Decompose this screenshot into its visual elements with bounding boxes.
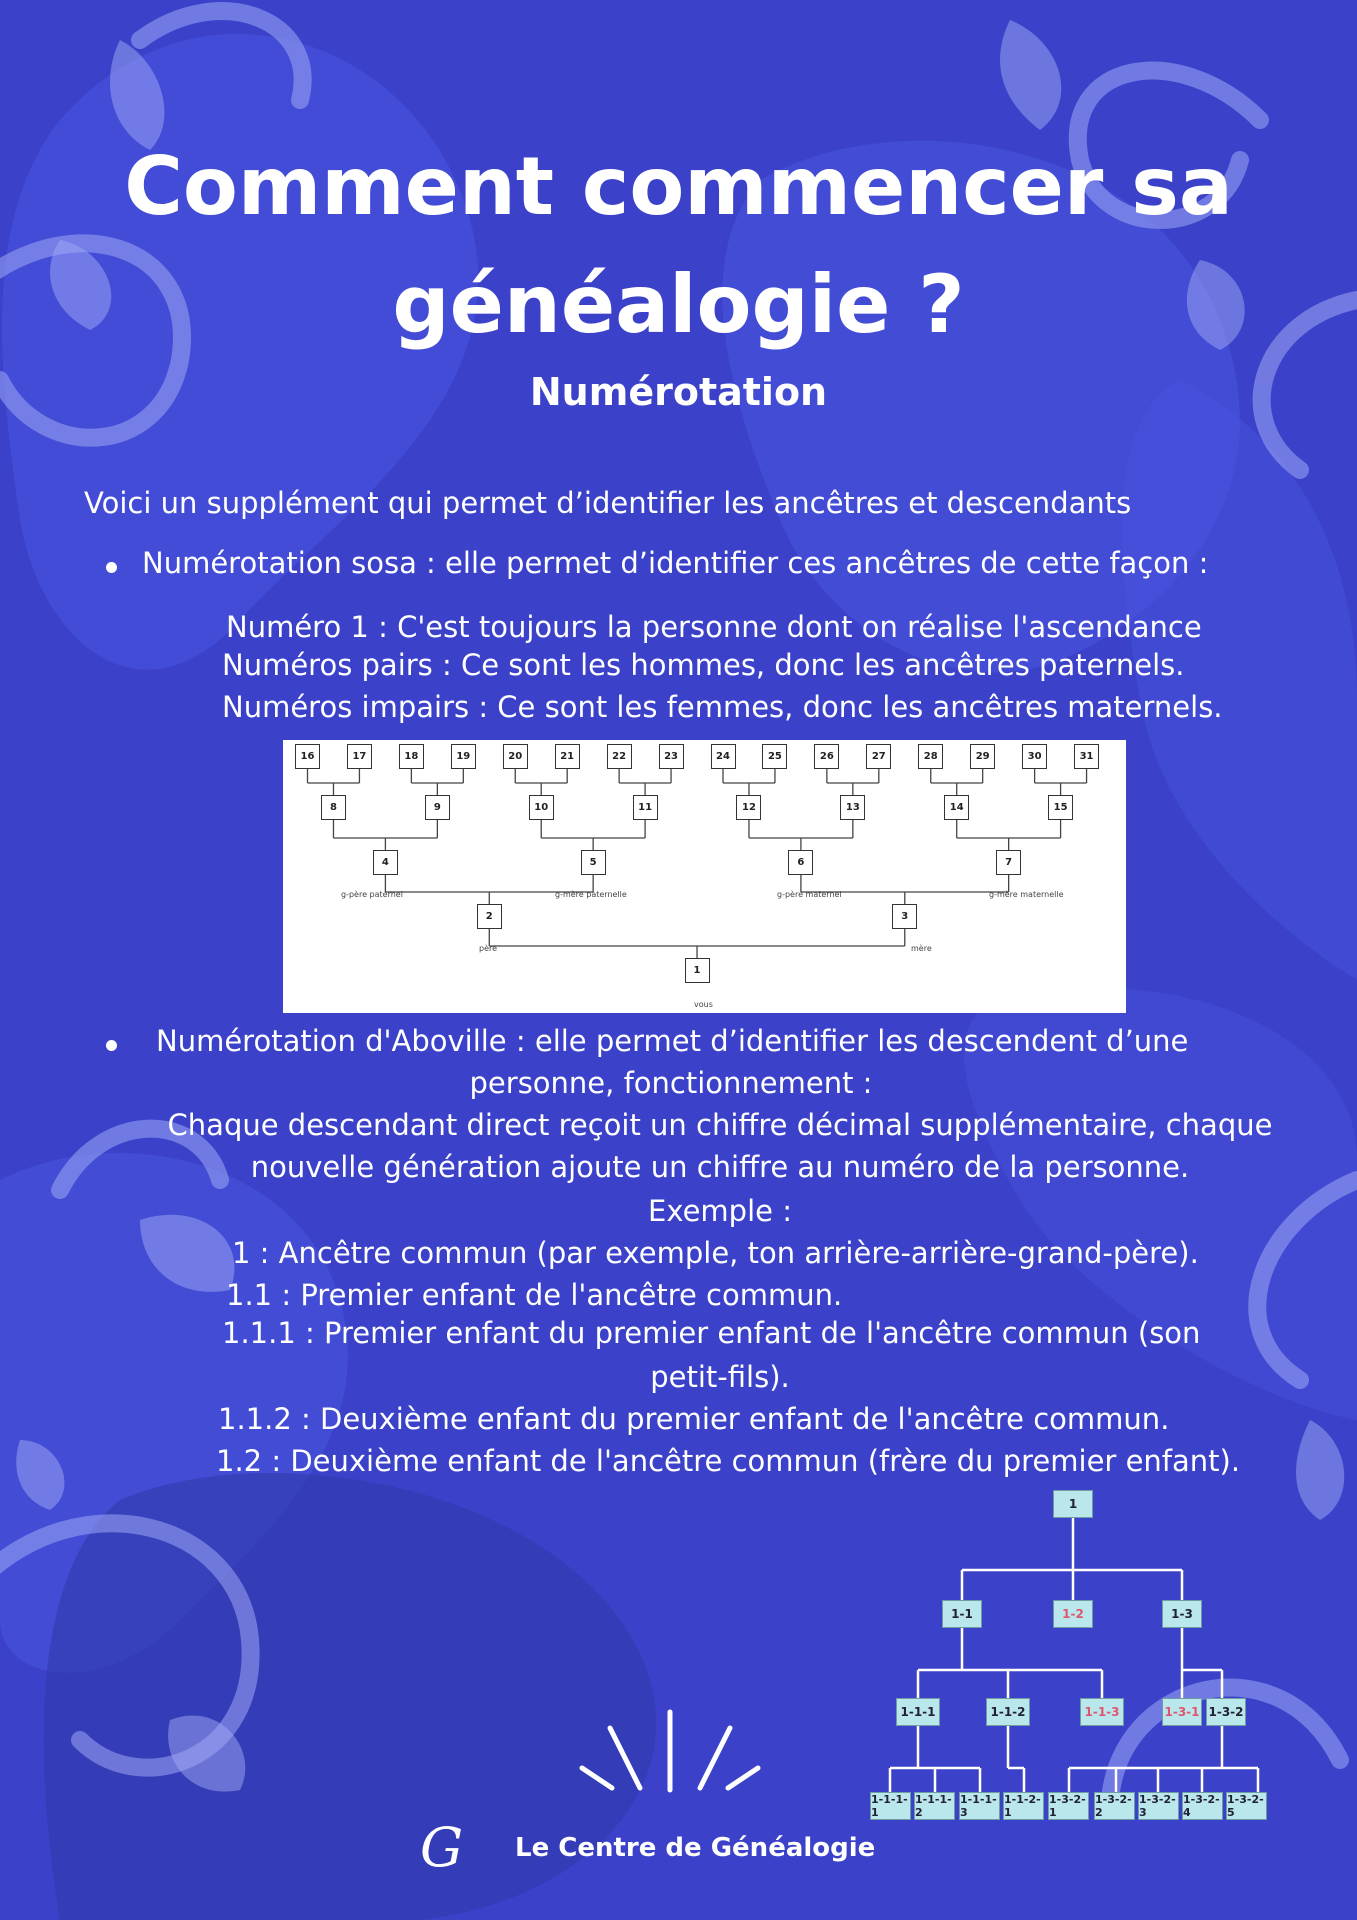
aboville-example-2: 1.1 : Premier enfant de l'ancêtre commun.	[226, 1278, 843, 1312]
sosa-box-9: 9	[425, 795, 450, 820]
tree-node-1-1: 1-1	[942, 1600, 982, 1628]
tree-node-1-1-2: 1-1-2	[986, 1698, 1030, 1726]
sosa-line-1: Numéro 1 : C'est toujours la personne dont on réalise l'ascendance	[226, 610, 1202, 644]
sosa-box-27: 27	[866, 744, 891, 769]
tree-node-1-3-2-3: 1-3-2-3	[1138, 1792, 1179, 1820]
aboville-example-label: Exemple :	[648, 1194, 792, 1228]
sosa-box-29: 29	[970, 744, 995, 769]
sosa-box-6: 6	[788, 850, 813, 875]
aboville-example-5: 1.2 : Deuxième enfant de l'ancêtre commun (frère du premier enfant).	[216, 1444, 1241, 1478]
sosa-line-3: Numéros impairs : Ce sont les femmes, donc les ancêtres maternels.	[222, 690, 1223, 724]
title-line-2: généalogie ?	[392, 258, 965, 351]
sosa-box-14: 14	[944, 795, 969, 820]
label-gp-maternel: g-père maternel	[777, 890, 842, 899]
label-gm-paternelle: g-mère paternelle	[555, 890, 627, 899]
tree-node-1-1-1: 1-1-1	[896, 1698, 940, 1726]
aboville-example-3: 1.1.1 : Premier enfant du premier enfant de l'ancêtre commun (son	[222, 1316, 1201, 1350]
sosa-box-23: 23	[659, 744, 684, 769]
sosa-tree-diagram	[283, 740, 1126, 1013]
tree-node-1: 1	[1053, 1490, 1093, 1518]
brand-name: Le Centre de Généalogie	[515, 1833, 876, 1863]
sosa-box-10: 10	[529, 795, 554, 820]
sosa-box-25: 25	[762, 744, 787, 769]
sosa-box-5: 5	[581, 850, 606, 875]
sosa-box-16: 16	[295, 744, 320, 769]
sosa-box-3: 3	[892, 904, 917, 929]
sosa-box-20: 20	[503, 744, 528, 769]
sosa-heading: Numérotation sosa : elle permet d’identifier ces ancêtres de cette façon :	[142, 546, 1209, 580]
page-title	[100, 128, 1257, 364]
tree-node-1-3-2: 1-3-2	[1206, 1698, 1246, 1726]
label-pere: père	[479, 944, 498, 953]
tree-node-1-3-2-2: 1-3-2-2	[1094, 1792, 1135, 1820]
sosa-box-2: 2	[477, 904, 502, 929]
aboville-heading-1: Numérotation d'Aboville : elle permet d’identifier les descendent d’une	[156, 1024, 1189, 1058]
label-mere: mère	[911, 944, 932, 953]
sosa-box-15: 15	[1048, 795, 1073, 820]
aboville-bullet-icon	[106, 1040, 117, 1051]
sosa-box-26: 26	[814, 744, 839, 769]
aboville-tree-diagram	[866, 1490, 1286, 1830]
sosa-box-18: 18	[399, 744, 424, 769]
aboville-heading-2: personne, fonctionnement :	[469, 1066, 873, 1100]
tree-node-1-1-1-3: 1-1-1-3	[959, 1792, 1000, 1820]
sosa-box-11: 11	[633, 795, 658, 820]
sosa-box-28: 28	[918, 744, 943, 769]
tree-node-1-3-2-4: 1-3-2-4	[1182, 1792, 1223, 1820]
tree-node-1-3-2-1: 1-3-2-1	[1048, 1792, 1089, 1820]
tree-node-1-1-1-1: 1-1-1-1	[870, 1792, 911, 1820]
sosa-bullet-icon	[106, 562, 117, 573]
tree-node-1-1-1-2: 1-1-1-2	[914, 1792, 955, 1820]
tree-node-1-3-2-5: 1-3-2-5	[1226, 1792, 1267, 1820]
sosa-line-2: Numéros pairs : Ce sont les hommes, donc les ancêtres paternels.	[222, 648, 1185, 682]
monogram-logo: G	[420, 1816, 464, 1879]
title-line-1: Comment commencer sa	[124, 140, 1233, 233]
intro-text: Voici un supplément qui permet d’identifier les ancêtres et descendants	[84, 486, 1132, 520]
sosa-box-17: 17	[347, 744, 372, 769]
aboville-example-1: 1 : Ancêtre commun (par exemple, ton arrière-arrière-grand-père).	[232, 1236, 1199, 1270]
sosa-box-31: 31	[1074, 744, 1099, 769]
sosa-box-7: 7	[996, 850, 1021, 875]
label-gm-maternelle: g-mère maternelle	[989, 890, 1064, 899]
sosa-box-22: 22	[607, 744, 632, 769]
sosa-box-13: 13	[840, 795, 865, 820]
tree-node-1-1-3: 1-1-3	[1080, 1698, 1124, 1726]
aboville-description-2: nouvelle génération ajoute un chiffre au numéro de la personne.	[250, 1150, 1190, 1184]
sosa-box-12: 12	[736, 795, 761, 820]
sosa-box-4: 4	[373, 850, 398, 875]
sosa-box-8: 8	[321, 795, 346, 820]
sosa-box-19: 19	[451, 744, 476, 769]
tree-node-1-3: 1-3	[1162, 1600, 1202, 1628]
aboville-example-4: 1.1.2 : Deuxième enfant du premier enfant de l'ancêtre commun.	[218, 1402, 1170, 1436]
aboville-example-3b: petit-fils).	[650, 1360, 790, 1394]
sosa-box-24: 24	[711, 744, 736, 769]
tree-node-1-3-1: 1-3-1	[1162, 1698, 1202, 1726]
sosa-box-21: 21	[555, 744, 580, 769]
tree-node-1-2: 1-2	[1053, 1600, 1093, 1628]
sosa-box-30: 30	[1022, 744, 1047, 769]
label-vous: vous	[694, 1000, 713, 1009]
aboville-description-1: Chaque descendant direct reçoit un chiffre décimal supplémentaire, chaque	[167, 1108, 1273, 1142]
tree-node-1-1-2-1: 1-1-2-1	[1003, 1792, 1044, 1820]
label-gp-paternel: g-père paternel	[341, 890, 403, 899]
aboville-tree-connectors	[866, 1490, 1286, 1830]
sosa-box-1: 1	[685, 958, 710, 983]
page-subtitle: Numérotation	[529, 370, 828, 414]
